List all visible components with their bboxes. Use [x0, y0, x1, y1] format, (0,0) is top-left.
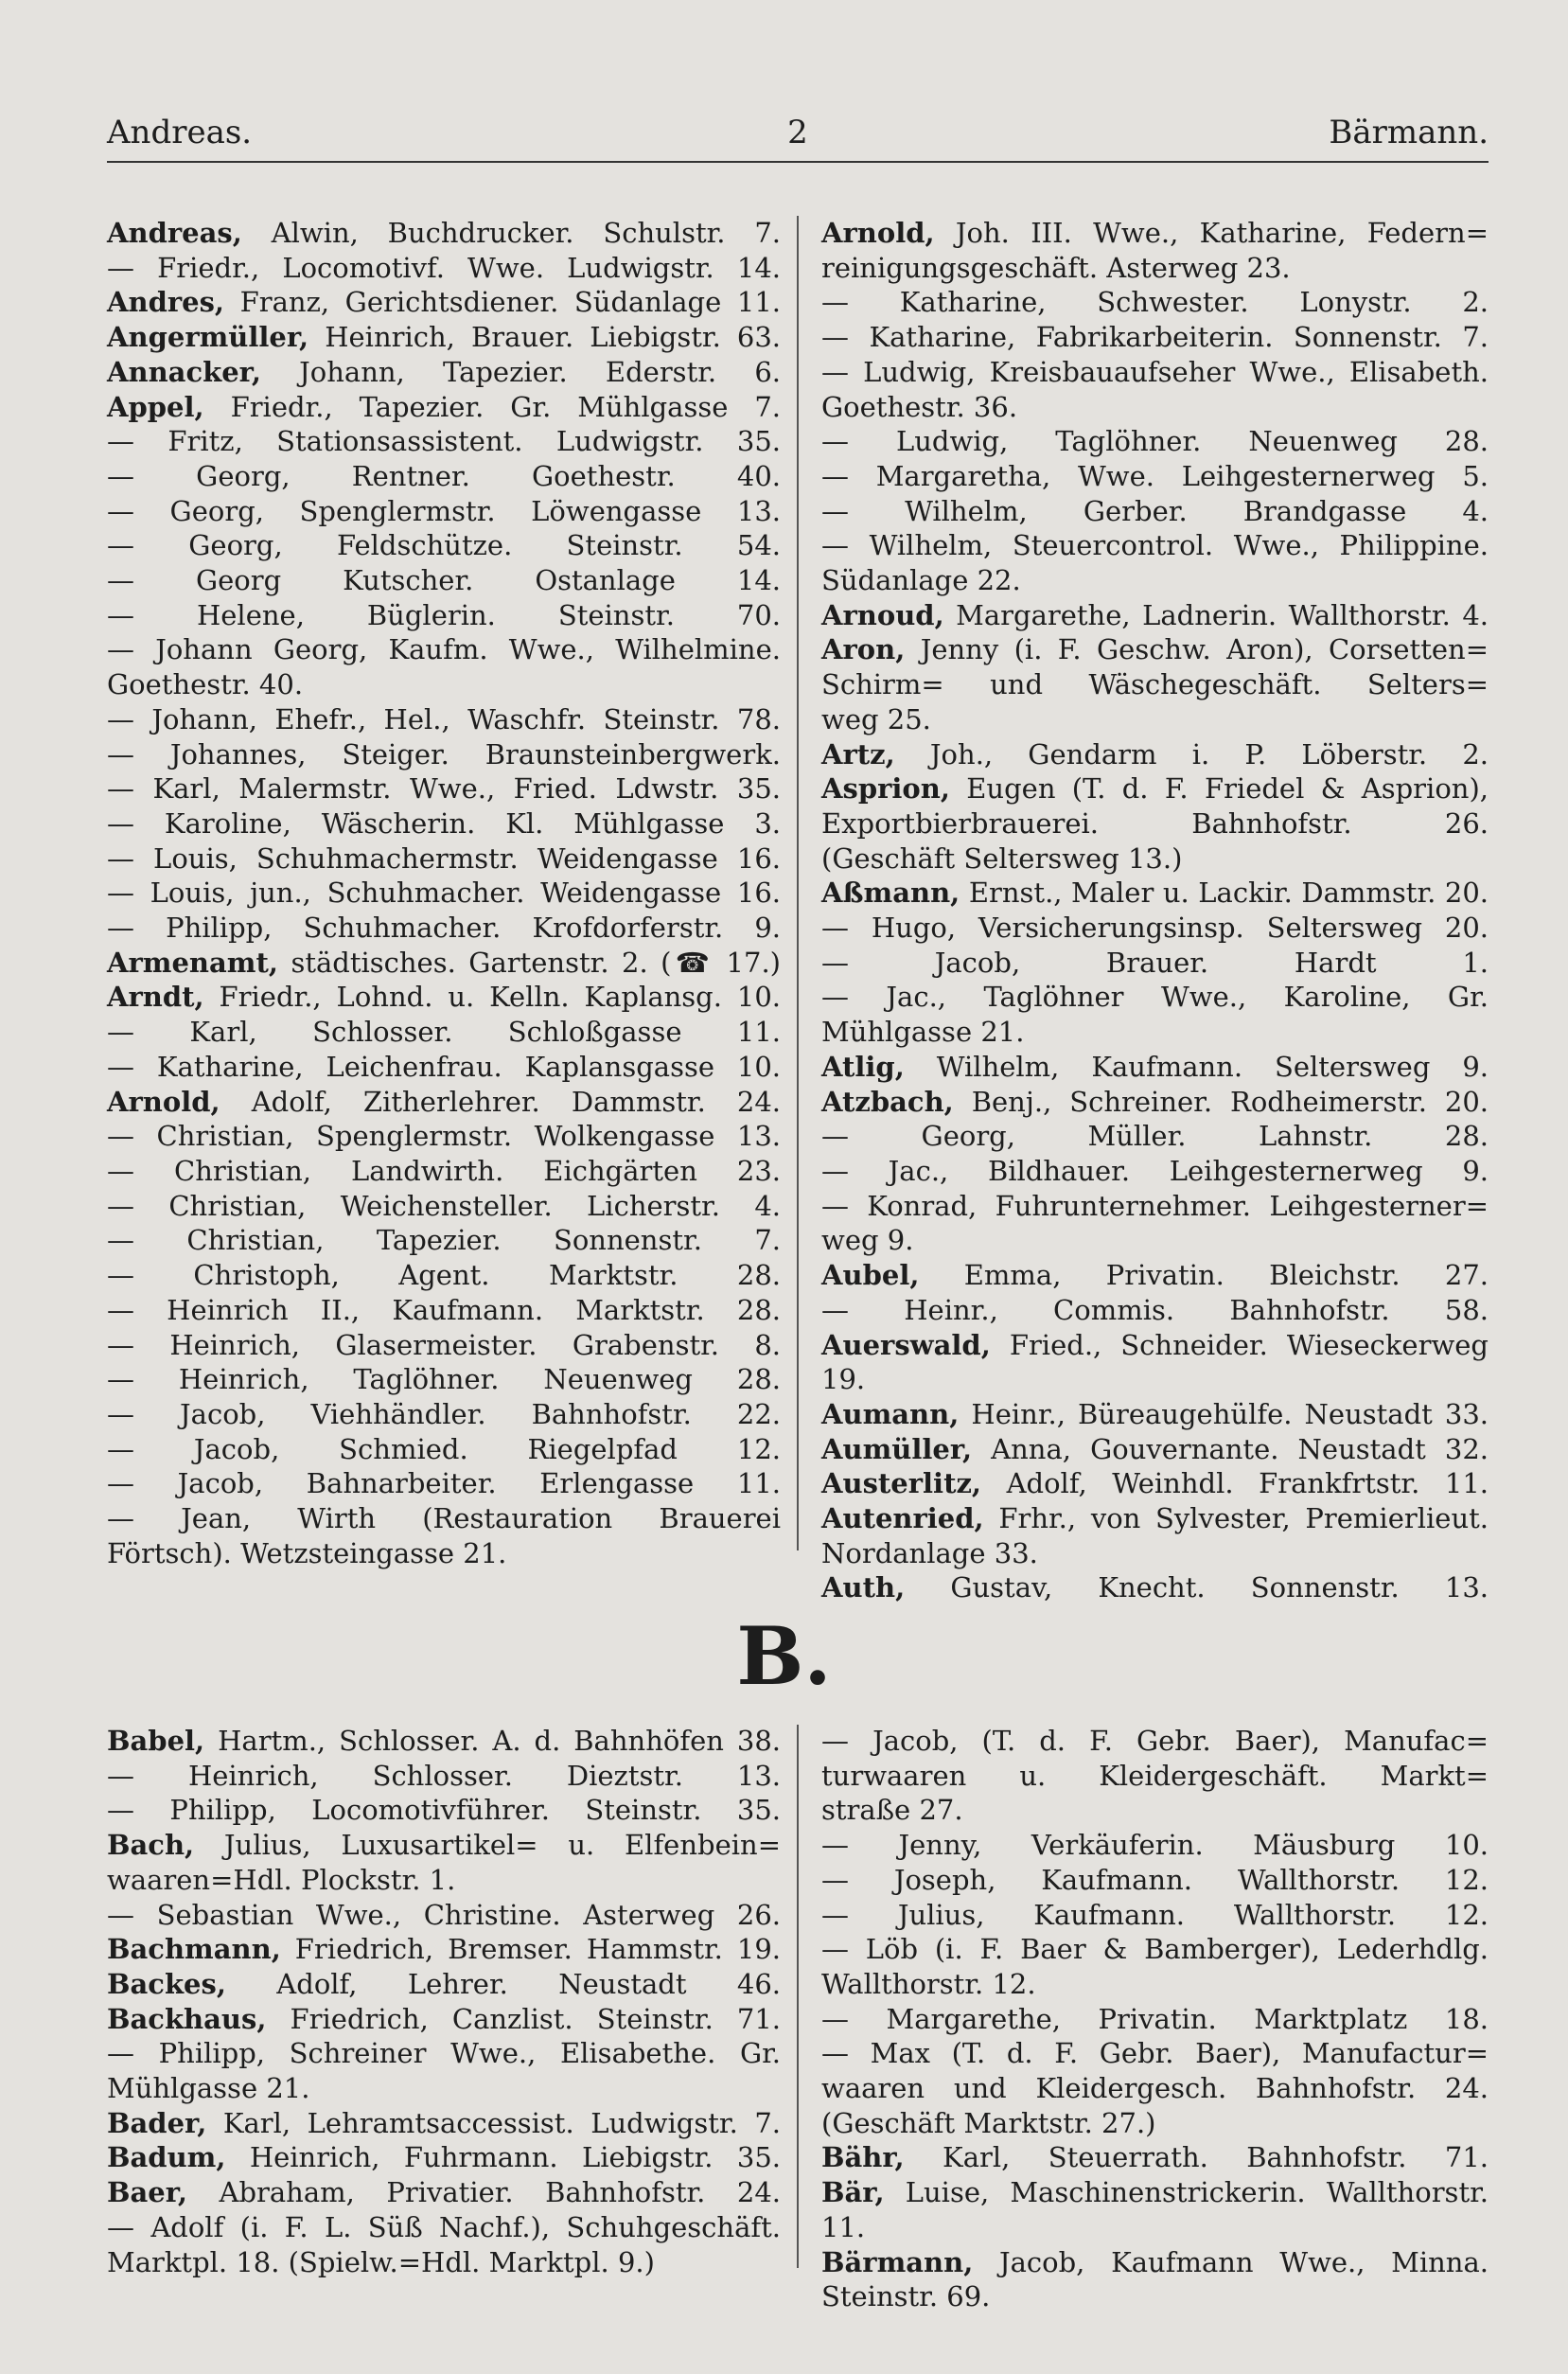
directory-entry-line [821, 285, 1489, 320]
entry-surname: Baer, [107, 2176, 188, 2209]
entry-text: Nordanlage 33. [821, 1536, 1038, 1569]
entry-text: weg 9. [821, 1224, 914, 1257]
entry-surname: Bader, [107, 2106, 207, 2139]
directory-entry-line [107, 876, 781, 911]
entry-text: — Wilhelm, Gerber. Brandgasse 4. [821, 494, 1489, 527]
directory-entry-line [821, 1015, 1489, 1050]
entry-text: Joh. III. Wwe., Katharine, Federn= [934, 217, 1489, 249]
directory-entry-line [107, 1223, 781, 1258]
directory-entry-line [821, 1223, 1489, 1258]
directory-entry-line [821, 2071, 1489, 2106]
entry-surname: Atlig, [821, 1050, 905, 1083]
directory-entry-line [107, 667, 781, 702]
entry-surname: Arndt, [107, 981, 204, 1014]
directory-entry-line [821, 2002, 1489, 2037]
entry-text: — Heinrich II., Kaufmann. Marktstr. 28. [107, 1293, 781, 1326]
entry-text: — Johannes, Steiger. Braunsteinbergwerk. [107, 737, 781, 771]
entry-surname: Bär, [821, 2176, 885, 2209]
entry-text: — Christian, Tapezier. Sonnenstr. 7. [107, 1224, 781, 1257]
entry-text: Hartm., Schlosser. A. d. Bahnhöfen 38. [204, 1725, 781, 1757]
entry-text: Eugen (T. d. F. Friedel & Asprion), [949, 772, 1489, 806]
page-number: 2 [787, 114, 808, 151]
entry-text: Emma, Privatin. Bleichstr. 27. [919, 1259, 1489, 1292]
entry-surname: Aßmann, [821, 877, 960, 910]
entry-text: — Jacob, Schmied. Riegelpfad 12. [107, 1432, 781, 1465]
directory-entry-line [107, 320, 781, 355]
directory-entry-line [107, 1863, 781, 1898]
directory-entry-line [821, 251, 1489, 286]
column-divider [797, 1725, 799, 2268]
entry-text: — Philipp, Schreiner Wwe., Elisabethe. Gr. [107, 2037, 781, 2070]
directory-entry-line [107, 842, 781, 877]
entry-text: waaren und Kleidergesch. Bahnhofstr. 24. [821, 2072, 1489, 2105]
entry-text: Wilhelm, Kaufmann. Seltersweg 9. [904, 1050, 1489, 1083]
entry-text: Exportbierbrauerei. Bahnhofstr. 26. [821, 806, 1489, 840]
entry-text: Karl, Lehramtsaccessist. Ludwigstr. 7. [206, 2106, 781, 2139]
directory-entry-line [107, 1759, 781, 1794]
entry-surname: Backhaus, [107, 2002, 267, 2035]
directory-entry-line [821, 1154, 1489, 1189]
directory-entry-line [821, 1724, 1489, 1759]
directory-entry-line [821, 911, 1489, 946]
directory-entry-line [107, 1724, 781, 1759]
entry-text: Benj., Schreiner. Rodheimerstr. 20. [953, 1085, 1489, 1118]
directory-entry-line [821, 946, 1489, 981]
directory-entry-line [821, 2140, 1489, 2175]
entry-text: — Jac., Bildhauer. Leihgesternerweg 9. [821, 1154, 1489, 1187]
entry-text: Mühlgasse 21. [821, 1016, 1025, 1049]
directory-entry-line [821, 980, 1489, 1015]
entry-surname: Armenamt, [107, 946, 278, 979]
directory-entry-line [107, 1793, 781, 1828]
directory-entry-line [107, 424, 781, 459]
entry-text: — Jean, Wirth (Restauration Brauerei [107, 1502, 781, 1535]
directory-entry-line [107, 494, 781, 529]
section-b-left-column [107, 1724, 781, 2279]
entry-text: (Geschäft Marktstr. 27.) [821, 2106, 1156, 2139]
entry-text: — Christoph, Agent. Marktstr. 28. [107, 1259, 781, 1292]
entry-text: — Georg, Spenglermstr. Löwengasse 13. [107, 494, 781, 527]
entry-surname: Atzbach, [821, 1085, 954, 1118]
directory-entry-line [107, 911, 781, 946]
directory-entry-line [821, 1967, 1489, 2002]
entry-text: — Philipp, Locomotivführer. Steinstr. 35. [107, 1794, 781, 1827]
directory-entry-line [107, 806, 781, 842]
directory-entry-line [107, 1967, 781, 2002]
directory-entry-line [821, 355, 1489, 390]
directory-entry-line [821, 1189, 1489, 1224]
section-a-right-column [821, 216, 1489, 1605]
directory-entry-line [107, 1432, 781, 1467]
header-right-catchword: Bärmann. [1329, 114, 1489, 151]
directory-entry-line [821, 1328, 1489, 1397]
entry-surname: Aumann, [821, 1397, 960, 1430]
directory-entry-line [821, 1119, 1489, 1154]
directory-entry-line [821, 216, 1489, 251]
directory-entry-line [107, 737, 781, 772]
directory-entry-line [107, 2002, 781, 2037]
directory-entry-line [107, 702, 781, 737]
directory-entry-line [821, 806, 1489, 842]
directory-entry-line [107, 251, 781, 286]
directory-entry-line [107, 1501, 781, 1536]
entry-text: Franz, Gerichtsdiener. Südanlage 11. [224, 286, 781, 319]
entry-text: Karl, Steuerrath. Bahnhofstr. 71. [904, 2141, 1489, 2174]
entry-text: Schirm= und Wäschegeschäft. Selters= [821, 668, 1489, 701]
directory-entry-line [107, 946, 781, 981]
directory-entry-line [107, 2106, 781, 2141]
entry-surname: Andreas, [107, 217, 242, 249]
section-a-left-column [107, 216, 781, 1570]
entry-text: — Hugo, Versicherungsinsp. Seltersweg 20. [821, 912, 1489, 945]
entry-text: Goethestr. 40. [107, 668, 304, 701]
entry-text: Friedrich, Canzlist. Steinstr. 71. [266, 2002, 781, 2035]
directory-entry-line [107, 2071, 781, 2106]
directory-entry-line [107, 980, 781, 1015]
entry-text: — Georg, Müller. Lahnstr. 28. [821, 1120, 1489, 1153]
column-divider [797, 216, 799, 1550]
entry-text: Friedr., Tapezier. Gr. Mühlgasse 7. [203, 390, 781, 423]
directory-entry-line [821, 2279, 1489, 2314]
entry-text: Heinrich, Brauer. Liebigstr. 63. [308, 321, 781, 354]
directory-entry-line [821, 1293, 1489, 1328]
entry-text: Wallthorstr. 12. [821, 1967, 1036, 2000]
directory-entry-line [821, 1501, 1489, 1536]
directory-entry-line [107, 1154, 781, 1189]
entry-text: — Ludwig, Taglöhner. Neuenweg 28. [821, 425, 1489, 458]
directory-entry-line [107, 632, 781, 667]
directory-entry-line [107, 2210, 781, 2245]
directory-entry-line [107, 2140, 781, 2175]
directory-entry-line [107, 1293, 781, 1328]
entry-text: städtisches. Gartenstr. 2. (☎ 17.) [277, 946, 781, 979]
directory-entry-line [821, 1258, 1489, 1293]
entry-text: — Karl, Malermstr. Wwe., Fried. Ldwstr. 35. [107, 772, 781, 806]
entry-text: — Johann Georg, Kaufm. Wwe., Wilhelmine. [107, 633, 781, 666]
entry-text: Alwin, Buchdrucker. Schulstr. 7. [241, 217, 781, 249]
entry-text: Adolf, Lehrer. Neustadt 46. [225, 1967, 781, 2000]
directory-entry-line [821, 528, 1489, 563]
directory-entry-line [107, 1397, 781, 1432]
directory-entry-line [107, 1328, 781, 1363]
directory-entry-line [821, 2175, 1489, 2244]
entry-surname: Asprion, [821, 772, 950, 806]
directory-entry-line [821, 1828, 1489, 1863]
entry-text: Julius, Luxusartikel= u. Elfenbein= [194, 1829, 781, 1862]
entry-surname: Auth, [821, 1571, 906, 1604]
entry-surname: Bärmann, [821, 2245, 974, 2278]
entry-surname: Angermüller, [107, 321, 309, 354]
entry-text: Friedr., Lohnd. u. Kelln. Kaplansg. 10. [203, 981, 781, 1014]
entry-text: Luise, Maschinenstrickerin. Wallthorstr. 11. [821, 2176, 1489, 2243]
directory-entry-line [821, 459, 1489, 494]
entry-surname: Arnold, [821, 217, 935, 249]
entry-text: — Heinrich, Schlosser. Dieztstr. 13. [107, 1759, 781, 1792]
directory-entry-line [821, 842, 1489, 877]
directory-entry-line [821, 737, 1489, 772]
directory-entry-line [821, 1570, 1489, 1605]
entry-text: Steinstr. 69. [821, 2280, 991, 2313]
entry-text: waaren=Hdl. Plockstr. 1. [107, 1863, 456, 1896]
directory-entry-line [821, 1898, 1489, 1933]
entry-surname: Badum, [107, 2141, 226, 2174]
directory-entry-line [821, 2036, 1489, 2071]
entry-text: Anna, Gouvernante. Neustadt 32. [972, 1432, 1489, 1465]
directory-entry-line [821, 1085, 1489, 1120]
directory-entry-line [107, 1189, 781, 1224]
entry-text: Friedrich, Bremser. Hammstr. 19. [280, 1933, 781, 1966]
header-left-catchword: Andreas. [107, 114, 253, 151]
directory-entry-line [107, 1362, 781, 1397]
directory-entry-line [107, 598, 781, 633]
entry-text: — Karl, Schlosser. Schloßgasse 11. [107, 1016, 781, 1049]
directory-entry-line [107, 1828, 781, 1863]
entry-text: Fried., Schneider. Wieseckerweg 19. [821, 1328, 1489, 1396]
entry-text: — Joseph, Kaufmann. Wallthorstr. 12. [821, 1863, 1489, 1896]
entry-text: Mühlgasse 21. [107, 2072, 310, 2105]
entry-text: — Löb (i. F. Baer & Bamberger), Lederhdlg. [821, 1933, 1489, 1966]
entry-surname: Bähr, [821, 2141, 905, 2174]
directory-entry-line [821, 2106, 1489, 2141]
entry-text: reinigungsgeschäft. Asterweg 23. [821, 251, 1291, 284]
directory-entry-line [107, 563, 781, 598]
entry-text: — Ludwig, Kreisbauaufseher Wwe., Elisabeth. [821, 355, 1489, 388]
entry-surname: Auerswald, [821, 1328, 991, 1361]
directory-entry-line [107, 1932, 781, 1967]
entry-text: Abraham, Privatier. Bahnhofstr. 24. [187, 2176, 781, 2209]
directory-entry-line [821, 632, 1489, 667]
entry-text: Margarethe, Ladnerin. Wallthorstr. 4. [943, 598, 1489, 631]
entry-text: — Jacob, Viehhändler. Bahnhofstr. 22. [107, 1397, 781, 1430]
directory-entry-line [107, 1015, 781, 1050]
entry-text: — Johann, Ehefr., Hel., Waschfr. Steinstr. 78. [107, 702, 781, 735]
directory-entry-line [821, 1466, 1489, 1501]
directory-entry-line [107, 1119, 781, 1154]
directory-entry-line [821, 1050, 1489, 1085]
directory-entry-line [821, 771, 1489, 806]
entry-text: Heinr., Büreaugehülfe. Neustadt 33. [959, 1397, 1489, 1430]
entry-text: — Katharine, Fabrikarbeiterin. Sonnenstr. 7. [821, 321, 1489, 354]
directory-entry-line [107, 1536, 781, 1571]
entry-text: — Philipp, Schuhmacher. Krofdorferstr. 9. [107, 912, 781, 945]
entry-text: — Georg Kutscher. Ostanlage 14. [107, 564, 781, 597]
entry-text: — Jacob, (T. d. F. Gebr. Baer), Manufac= [821, 1725, 1489, 1757]
entry-surname: Aron, [821, 633, 906, 666]
entry-text: weg 25. [821, 702, 931, 735]
directory-entry-line [107, 459, 781, 494]
entry-text: — Heinrich, Taglöhner. Neuenweg 28. [107, 1363, 781, 1396]
entry-surname: Appel, [107, 390, 204, 423]
entry-text: — Christian, Landwirth. Eichgärten 23. [107, 1154, 781, 1187]
entry-text: — Georg, Rentner. Goethestr. 40. [107, 459, 781, 492]
directory-entry-line [821, 390, 1489, 425]
entry-text: Adolf, Weinhdl. Frankfrtstr. 11. [981, 1467, 1489, 1500]
entry-surname: Autenried, [821, 1502, 984, 1535]
directory-entry-line [821, 563, 1489, 598]
entry-text: Gustav, Knecht. Sonnenstr. 13. [905, 1571, 1489, 1604]
entry-surname: Aumüller, [821, 1432, 973, 1465]
entry-text: — Konrad, Fuhrunternehmer. Leihgesterner= [821, 1189, 1489, 1222]
entry-text: — Katharine, Schwester. Lonystr. 2. [821, 286, 1489, 319]
entry-text: Adolf, Zitherlehrer. Dammstr. 24. [220, 1085, 781, 1118]
entry-text: Südanlage 22. [821, 564, 1021, 597]
entry-surname: Bach, [107, 1829, 195, 1862]
entry-text: — Fritz, Stationsassistent. Ludwigstr. 35. [107, 425, 781, 458]
section-letter: B. [736, 1609, 832, 1703]
entry-text: Förtsch). Wetzsteingasse 21. [107, 1536, 507, 1569]
entry-surname: Backes, [107, 1967, 226, 2000]
entry-surname: Austerlitz, [821, 1467, 982, 1500]
entry-text: — Sebastian Wwe., Christine. Asterweg 26. [107, 1898, 781, 1931]
directory-entry-line [821, 494, 1489, 529]
directory-entry-line [821, 598, 1489, 633]
directory-entry-line [821, 1793, 1489, 1828]
entry-text: — Christian, Weichensteller. Licherstr. 4. [107, 1189, 781, 1222]
entry-text: turwaaren u. Kleidergeschäft. Markt= [821, 1759, 1489, 1792]
directory-entry-line [107, 216, 781, 251]
entry-text: — Margaretha, Wwe. Leihgesternerweg 5. [821, 459, 1489, 492]
entry-text: — Julius, Kaufmann. Wallthorstr. 12. [821, 1898, 1489, 1931]
directory-entry-line [107, 1085, 781, 1120]
entry-text: Goethestr. 36. [821, 390, 1018, 423]
directory-entry-line [107, 1050, 781, 1085]
entry-surname: Arnoud, [821, 598, 944, 631]
directory-entry-line [107, 2036, 781, 2071]
entry-surname: Arnold, [107, 1085, 220, 1118]
entry-text: — Wilhelm, Steuercontrol. Wwe., Philippine. [821, 529, 1489, 562]
entry-text: — Margarethe, Privatin. Marktplatz 18. [821, 2002, 1489, 2035]
entry-text: straße 27. [821, 1794, 963, 1827]
entry-text: Jacob, Kaufmann Wwe., Minna. [973, 2245, 1489, 2278]
entry-text: — Louis, jun., Schuhmacher. Weidengasse 16. [107, 877, 781, 910]
directory-entry-line [821, 1432, 1489, 1467]
entry-text: Frhr., von Sylvester, Premierlieut. [983, 1502, 1489, 1535]
entry-text: Ernst., Maler u. Lackir. Dammstr. 20. [960, 877, 1489, 910]
entry-text: (Geschäft Seltersweg 13.) [821, 842, 1183, 875]
entry-surname: Babel, [107, 1725, 205, 1757]
entry-text: — Friedr., Locomotivf. Wwe. Ludwigstr. 14. [107, 251, 781, 284]
directory-entry-line [107, 1466, 781, 1501]
entry-text: — Jenny, Verkäuferin. Mäusburg 10. [821, 1829, 1489, 1862]
entry-text: — Christian, Spenglermstr. Wolkengasse 13. [107, 1120, 781, 1153]
entry-surname: Artz, [821, 737, 895, 771]
entry-text: — Helene, Büglerin. Steinstr. 70. [107, 598, 781, 631]
directory-entry-line [107, 2175, 781, 2210]
entry-text: Marktpl. 18. (Spielw.=Hdl. Marktpl. 9.) [107, 2245, 655, 2278]
directory-entry-line [821, 702, 1489, 737]
entry-text: Jenny (i. F. Geschw. Aron), Corsetten= [905, 633, 1489, 666]
entry-text: — Katharine, Leichenfrau. Kaplansgasse 10. [107, 1050, 781, 1083]
directory-entry-line [107, 355, 781, 390]
directory-entry-line [821, 2245, 1489, 2280]
entry-text: — Max (T. d. F. Gebr. Baer), Manufactur= [821, 2037, 1489, 2070]
entry-text: — Jacob, Brauer. Hardt 1. [821, 946, 1489, 979]
directory-entry-line [821, 1932, 1489, 1967]
entry-text: — Jac., Taglöhner Wwe., Karoline, Gr. [821, 981, 1489, 1014]
directory-entry-line [107, 771, 781, 806]
entry-text: — Louis, Schuhmachermstr. Weidengasse 16. [107, 842, 781, 875]
directory-entry-line [107, 2245, 781, 2280]
entry-surname: Aubel, [821, 1259, 920, 1292]
directory-entry-line [821, 876, 1489, 911]
entry-text: — Adolf (i. F. L. Süß Nachf.), Schuhgeschäft. [107, 2210, 781, 2243]
directory-entry-line [107, 390, 781, 425]
entry-text: — Heinrich, Glasermeister. Grabenstr. 8. [107, 1328, 781, 1361]
section-b-right-column [821, 1724, 1489, 2314]
page-header [107, 114, 1489, 155]
directory-entry-line [821, 424, 1489, 459]
entry-text: — Jacob, Bahnarbeiter. Erlengasse 11. [107, 1467, 781, 1500]
directory-entry-line [821, 1397, 1489, 1432]
entry-text: — Karoline, Wäscherin. Kl. Mühlgasse 3. [107, 806, 781, 840]
directory-entry-line [821, 1863, 1489, 1898]
entry-text: — Heinr., Commis. Bahnhofstr. 58. [821, 1293, 1489, 1326]
directory-entry-line [107, 1898, 781, 1933]
entry-text: Joh., Gendarm i. P. Löberstr. 2. [894, 737, 1489, 771]
directory-entry-line [107, 1258, 781, 1293]
entry-text: Heinrich, Fuhrmann. Liebigstr. 35. [225, 2141, 781, 2174]
header-rule [107, 161, 1489, 163]
entry-text: Johann, Tapezier. Ederstr. 6. [260, 355, 781, 388]
directory-entry-line [107, 285, 781, 320]
directory-entry-line [821, 1536, 1489, 1571]
entry-text: — Georg, Feldschütze. Steinstr. 54. [107, 529, 781, 562]
entry-surname: Bachmann, [107, 1933, 281, 1966]
entry-surname: Andres, [107, 286, 225, 319]
directory-entry-line [821, 1759, 1489, 1794]
directory-entry-line [107, 528, 781, 563]
directory-entry-line [821, 320, 1489, 355]
entry-surname: Annacker, [107, 355, 261, 388]
directory-entry-line [821, 667, 1489, 702]
